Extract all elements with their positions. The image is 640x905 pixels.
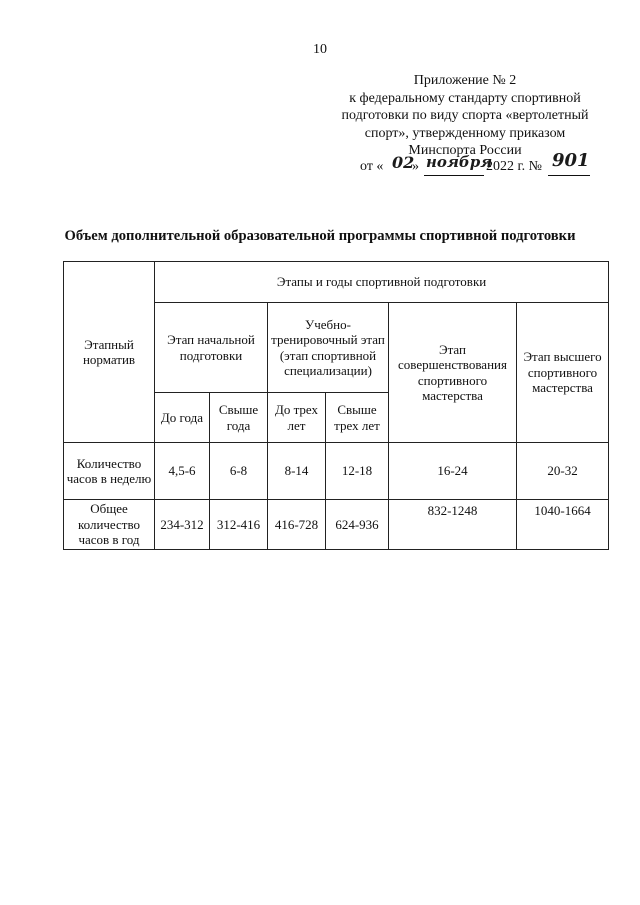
norm-header-cell: Этапный норматив (64, 262, 155, 443)
stage-initial-header: Этап начальной подготовки (155, 303, 268, 393)
row-label-weekly-hours: Количество часов в неделю (64, 443, 155, 500)
number-underline (548, 175, 590, 176)
table-cell: 234-312 (155, 500, 210, 550)
sub-training-over-3: Свыше трех лет (326, 393, 389, 443)
appendix-line-4: Минспорта России (408, 143, 522, 158)
order-year: 2022 г. № (486, 159, 543, 174)
appendix-title: Приложение № 2 (413, 73, 517, 88)
page-number: 10 (313, 42, 327, 57)
row-label-annual-hours: Общее количество часов в год (64, 500, 155, 550)
table-cell: 16-24 (389, 443, 517, 500)
stage-improvement-header: Этап совершенствования спортивного мастерства (389, 303, 517, 443)
appendix-line-3: спорт», утвержденному приказом (364, 125, 566, 141)
handwritten-day: 02 (392, 153, 415, 172)
sub-training-up-to-3: До трех лет (268, 393, 326, 443)
table-cell: 20-32 (517, 443, 609, 500)
section-heading: Объем дополнительной образовательной программы спортивной подготовки (64, 228, 576, 244)
stage-highest-header: Этап высшего спортивного мастерства (517, 303, 609, 443)
month-underline (424, 175, 484, 176)
date-prefix: от « (360, 159, 384, 174)
table-row (64, 443, 609, 500)
appendix-block (300, 72, 630, 160)
date-quote-close: » (412, 159, 419, 174)
table-cell: 8-14 (268, 443, 326, 500)
appendix-line-2: подготовки по виду спорта «вертолетный (341, 108, 589, 123)
table-cell: 312-416 (210, 500, 268, 550)
handwritten-order-number: 901 (552, 150, 590, 171)
table-cell: 624-936 (326, 500, 389, 550)
training-volume-table (63, 261, 609, 550)
handwritten-month: ноября (426, 153, 493, 171)
table-row (64, 500, 609, 550)
table-cell: 416-728 (268, 500, 326, 550)
stage-training-header: Учебно-тренировочный этап (этап спортивной специализации) (268, 303, 389, 393)
table-cell: 12-18 (326, 443, 389, 500)
stages-header-cell: Этапы и годы спортивной подготовки (155, 262, 609, 303)
appendix-line-1: к федеральному стандарту спортивной (349, 90, 581, 106)
table-cell: 4,5-6 (155, 443, 210, 500)
table-cell: 832-1248 (389, 500, 517, 550)
table-cell: 1040-1664 (517, 500, 609, 550)
table-cell: 6-8 (210, 443, 268, 500)
sub-initial-year-1: До года (155, 393, 210, 443)
sub-initial-over-1: Свыше года (210, 393, 268, 443)
